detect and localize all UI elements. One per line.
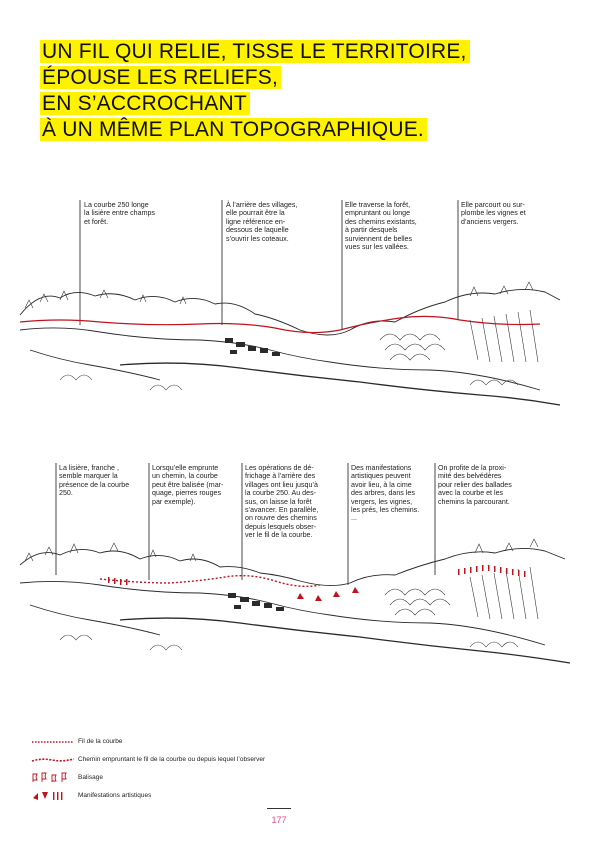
red-dashed-path-icon (30, 752, 76, 766)
note-bottom-2: Lorsqu’elle emprunte un chemin, la courbe peut être balisée (mar- quage, pierres rouges par exemple). (152, 464, 224, 506)
title-line-2: ÉPOUSE LES RELIEFS, (40, 66, 560, 91)
note-top-2: À l’arrière des villages, elle pourrait être la ligne référence en- dessous de laquelle s’ouvrir les coteaux. (226, 201, 298, 243)
note-top-3: Elle traverse la forêt, empruntant ou longe des chemins existants, à partir desquels surviennent de belles vues sur les vallées. (345, 201, 417, 252)
title-line-3: EN S’ACCROCHANT (40, 92, 560, 117)
art-triangles-icon (30, 788, 76, 802)
page-title (40, 40, 560, 144)
landscape-sketch-bottom (0, 455, 596, 695)
note-top-4: Elle parcourt ou sur- plombe les vignes et d’anciens vergers. (461, 201, 526, 226)
curve-250-line (20, 316, 540, 332)
note-bottom-4: Des manifestations artistiques peuvent avoir lieu, à la cime des arbres, dans les vergers, les vignes, les prés, les chemins. ... (351, 464, 420, 523)
title-line-4: À UN MÊME PLAN TOPOGRAPHIQUE. (40, 118, 560, 143)
legend-item-art: Manifestations artistiques (30, 788, 570, 802)
marker-flags-icon (30, 770, 76, 784)
legend-item-path: Chemin empruntant le fil de la courbe ou depuis lequel l’observer (30, 752, 570, 766)
note-top-1: La courbe 250 longe la lisière entre champs et forêt. (84, 201, 155, 226)
title-line-1: UN FIL QUI RELIE, TISSE LE TERRITOIRE, (40, 40, 560, 65)
note-bottom-1: La lisière, franche , semble marquer la présence de la courbe 250. (59, 464, 130, 498)
legend-item-markers: Balisage (30, 770, 570, 784)
vegetation-hatching (25, 539, 538, 650)
hills (20, 289, 560, 405)
note-bottom-3: Les opérations de dé- frichage à l’arrière des villages ont lieu jusqu’à la courbe 250. Au des- sus, on laisse la forêt s’avancer. En parallèle, on rouvre des chemins depuis lesquels obser- ver le fil de la courbe. (245, 464, 319, 540)
footer-rule (267, 808, 291, 809)
village-houses (228, 593, 284, 611)
art-markers (108, 565, 526, 601)
page-number: 177 (271, 815, 287, 825)
village-houses (225, 338, 280, 356)
landscape-sketch-top (0, 190, 596, 415)
red-dotted-line-icon (30, 734, 76, 748)
legend-item-curve: Fil de la courbe (30, 734, 570, 748)
note-bottom-5: On profite de la proxi- mité des belvédères pour relier des ballades avec la courbe et les chemins la parcourant. (438, 464, 512, 506)
